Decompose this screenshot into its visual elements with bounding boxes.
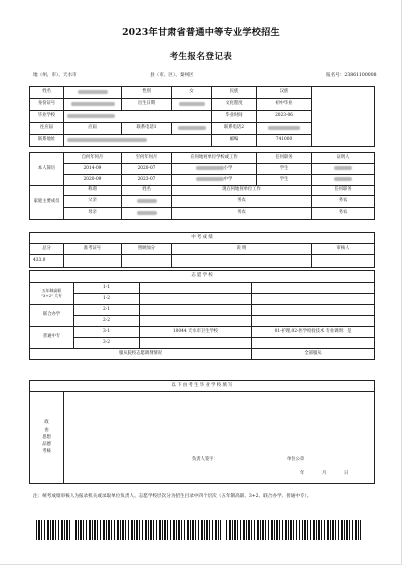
resume-where <box>172 175 257 186</box>
scores-section-label: 中 考 成 绩 <box>30 233 375 244</box>
phone2-value <box>257 123 312 135</box>
scores-col-exam-no: 准考证号 <box>64 244 122 255</box>
wish-school <box>140 283 252 294</box>
family-work: 务农 <box>172 196 312 208</box>
resume-col-where: 在何地何单位学校或工作 <box>172 153 257 164</box>
graduation-section-label: 以 下 由 考 生 毕 业 学 校 填 写 <box>30 381 375 392</box>
wish-code: 1-2 <box>74 294 140 305</box>
resume-to: 2023-07 <box>122 175 172 186</box>
family-col-role: 任何职务 <box>312 186 375 196</box>
hukou-label: 往应届 <box>30 123 64 135</box>
family-role: 务农 <box>312 196 375 208</box>
family-row <box>30 196 375 208</box>
school-value <box>64 111 212 123</box>
resume-row <box>30 164 375 175</box>
family-relation: 母亲 <box>64 208 122 220</box>
wish-group-label: 五年制高职 "3+2" 大专 <box>30 283 74 305</box>
basic-info-table <box>29 86 375 147</box>
wish-major <box>252 338 375 349</box>
resume-where-text: 中学 <box>223 177 233 183</box>
education-label: 文化程度 <box>212 99 257 111</box>
scores-table <box>29 232 375 268</box>
family-name <box>122 196 172 208</box>
grad-time-value: 2023-06 <box>257 111 312 123</box>
wish-code: 3-1 <box>74 327 140 338</box>
wish-group-label: 联合办学 <box>30 305 74 327</box>
exam-number-label: 报名号： <box>326 73 345 78</box>
exam-number <box>326 72 377 78</box>
wish-major <box>252 294 375 305</box>
barcode-gap <box>221 520 224 540</box>
wish-major <box>252 305 375 316</box>
school-label: 毕业学校 <box>30 111 64 123</box>
resume-to: 2020-07 <box>122 164 172 175</box>
wish-school <box>140 316 252 327</box>
resume-col-to: 至何年何月 <box>122 153 172 164</box>
wish-code: 2-1 <box>74 305 140 316</box>
scores-col-reviewer: 审核人 <box>312 244 375 255</box>
wish-code: 3-2 <box>74 338 140 349</box>
exam-number-value: 23861100008 <box>344 73 377 78</box>
barcode-gap <box>70 520 73 540</box>
education-value: 初中毕业 <box>257 99 312 111</box>
month-label: 月 <box>322 471 327 476</box>
obey-label: 服从院校志愿调剂情况 <box>30 349 252 360</box>
scores-note <box>172 255 312 268</box>
family-section-label: 家庭主要成员 <box>30 186 64 220</box>
scores-reviewer <box>312 255 375 268</box>
footnote: 注：统考成绩审核人为报录机关或录取单位负责人。志愿学校层次分为招生目录中四个层次（五年制高职、3+2、联合办学、普通中专）。 <box>33 494 312 499</box>
scores-bonus <box>122 255 172 268</box>
family-work: 务农 <box>172 208 312 220</box>
family-relation: 父亲 <box>64 196 122 208</box>
family-col-relation: 称谓 <box>64 186 122 196</box>
graduation-table <box>29 380 375 484</box>
barcode-gap <box>300 520 302 540</box>
barcode <box>36 520 361 540</box>
wish-major <box>252 283 375 294</box>
id-value <box>64 99 122 111</box>
address-value <box>64 135 212 147</box>
form-subtitle: 考生报名登记表 <box>169 51 233 61</box>
resume-role: 学生 <box>257 164 312 175</box>
wish-group-label: 普通中专 <box>30 327 74 349</box>
resume-witness <box>312 164 375 175</box>
phone2-label: 联系电话2 <box>212 123 257 135</box>
resume-family-table <box>29 152 375 220</box>
wishes-section-label: 志 愿 学 校 <box>30 271 375 283</box>
year-label: 年 <box>300 471 305 476</box>
resume-col-role: 任何职务 <box>257 153 312 164</box>
signer-label: 负责人签字： <box>192 457 218 462</box>
resume-role: 学生 <box>257 175 312 186</box>
scores-col-total: 总分 <box>30 244 64 255</box>
name-label: 姓名 <box>30 87 64 99</box>
wishes-table <box>29 270 375 360</box>
family-col-work: 现在何地何单位工作 <box>172 186 312 196</box>
wish-school <box>140 294 252 305</box>
wish-major <box>252 316 375 327</box>
graduation-content <box>64 392 375 484</box>
graduation-side-label: 政 由 思想 品德 考核 <box>30 392 64 484</box>
resume-section-label: 本人简历 <box>30 153 64 186</box>
scores-total: 433.0 <box>30 255 64 268</box>
county-label: 县（市、区）、秦州区 <box>150 73 194 78</box>
resume-col-witness: 证明人 <box>312 153 375 164</box>
resume-from: 2020-09 <box>64 175 122 186</box>
seal-label: 单位公章 <box>287 457 305 462</box>
resume-where-text: 小学 <box>223 166 233 172</box>
ethnicity-value: 汉族 <box>257 87 312 99</box>
ethnicity-label: 民族 <box>212 87 257 99</box>
gender-label: 性别 <box>122 87 172 99</box>
postcode-value: 741000 <box>257 135 312 147</box>
obey-value: 全部服从 <box>252 349 375 360</box>
resume-row <box>30 175 375 186</box>
wish-code: 1-1 <box>74 283 140 294</box>
region-label: 地（州、市）、天水市 <box>33 73 77 78</box>
wish-code: 2-2 <box>74 316 140 327</box>
resume-witness <box>312 175 375 186</box>
family-name <box>122 208 172 220</box>
scores-col-note: 说 明 <box>172 244 312 255</box>
phone1-value <box>172 123 212 135</box>
id-label: 身份证号 <box>30 99 64 111</box>
phone1-label: 联系电话1 <box>122 123 172 135</box>
gender-value: 女 <box>172 87 212 99</box>
resume-from: 2014-09 <box>64 164 122 175</box>
wish-school <box>140 305 252 316</box>
family-role: 务农 <box>312 208 375 220</box>
wish-major: 01-护理,02-医学检验技术 专业调剂：是 <box>252 327 375 338</box>
postcode-label: 邮编 <box>212 135 257 147</box>
family-row <box>30 208 375 220</box>
barcode-gap <box>140 520 142 540</box>
wish-school <box>140 338 252 349</box>
resume-col-from: 自何年何月 <box>64 153 122 164</box>
address-label: 联系地址 <box>30 135 64 147</box>
day-label: 日 <box>344 471 349 476</box>
hukou-value: 应届 <box>64 123 122 135</box>
resume-where <box>172 164 257 175</box>
birth-value <box>172 99 212 111</box>
wish-school: 10044 天水市卫生学校 <box>140 327 252 338</box>
birth-label: 出生日期 <box>122 99 172 111</box>
grad-time-label: 毕业时间 <box>212 111 257 123</box>
name-value <box>64 87 122 99</box>
photo-cell <box>312 87 375 147</box>
scores-col-bonus: 照顾加分 <box>122 244 172 255</box>
form-title: 2023年甘肃省普通中等专业学校招生 <box>122 27 280 38</box>
family-col-name: 姓名 <box>122 186 172 196</box>
scores-exam-no <box>64 255 122 268</box>
